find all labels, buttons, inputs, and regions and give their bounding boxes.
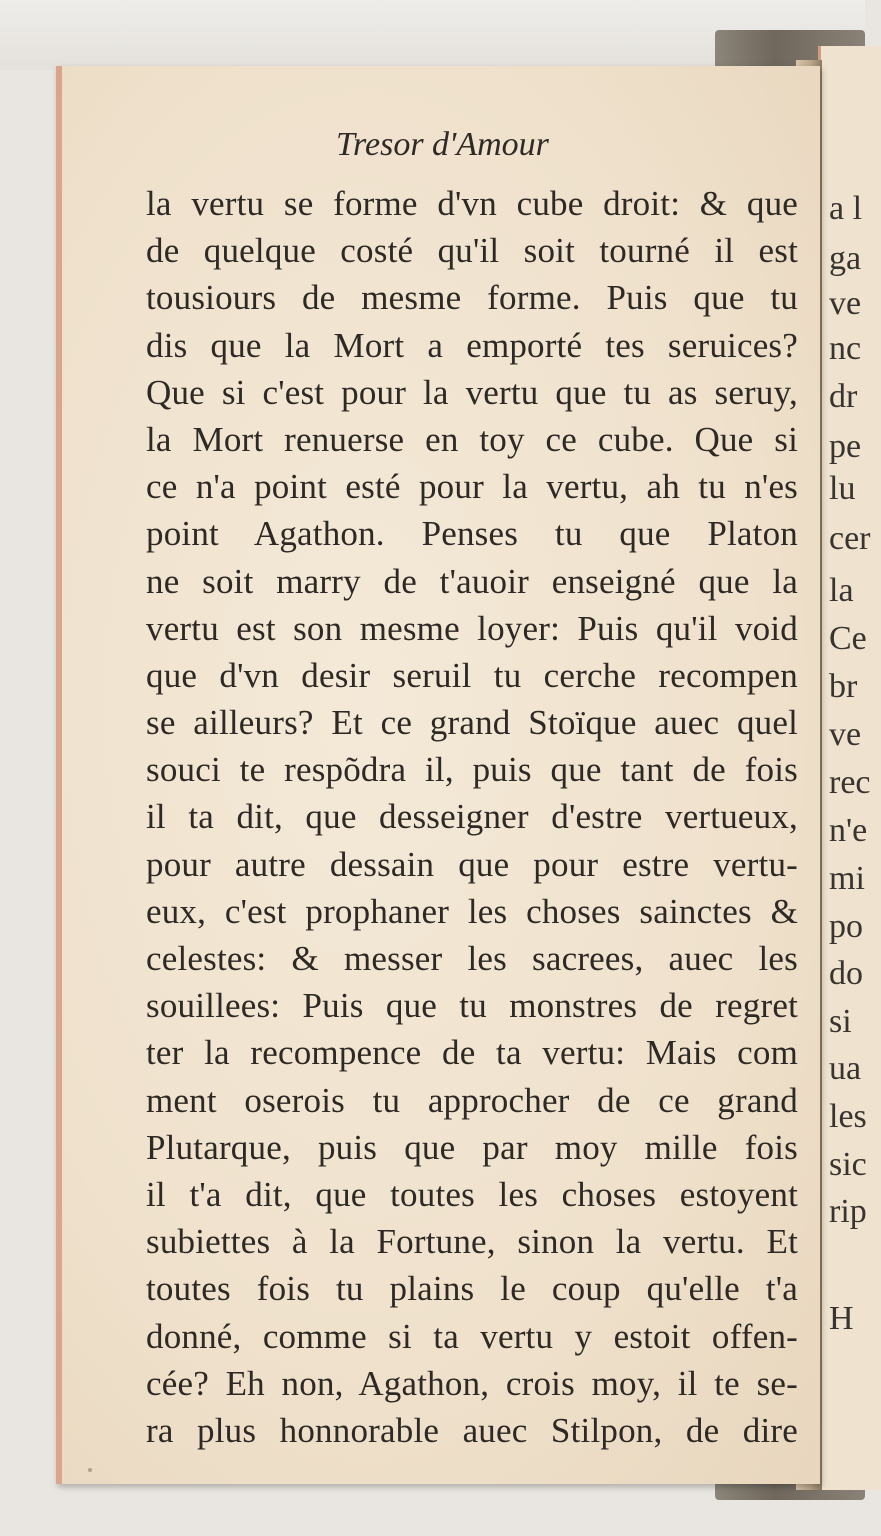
facing-page-fragment: pe — [829, 428, 862, 465]
text-line: ment oserois tu approcher de ce grand — [146, 1080, 798, 1120]
text-line: Que si c'est pour la vertu que tu as seruy, — [146, 372, 798, 412]
text-line: dis que la Mort a emporté tes seruices? — [146, 325, 798, 365]
text-line: ce n'a point esté pour la vertu, ah tu n'es — [146, 467, 798, 507]
facing-page-fragment: ua — [829, 1050, 862, 1087]
facing-page-fragment: lu — [829, 470, 856, 507]
text-line: vertu est son mesme loyer: Puis qu'il void — [146, 608, 798, 648]
facing-page-fragment: ve — [829, 716, 862, 753]
facing-page-fragment: si — [829, 1003, 852, 1040]
facing-page — [818, 46, 881, 1490]
facing-page-fragment: po — [829, 908, 863, 945]
text-line: souillees: Puis que tu monstres de regret — [146, 986, 798, 1026]
facing-page-fragment: rec — [829, 764, 871, 801]
text-line: eux, c'est prophaner les choses sainctes & — [146, 891, 798, 931]
running-head: Tresor d'Amour — [336, 126, 549, 163]
facing-page-fragment: mi — [829, 860, 865, 897]
facing-page-fragment: do — [829, 955, 863, 992]
text-line: subiettes à la Fortune, sinon la vertu. Et — [146, 1222, 798, 1262]
facing-page-fragment: la — [829, 572, 854, 609]
facing-page-fragment: Ce — [829, 620, 867, 657]
facing-page-fragment: br — [829, 668, 858, 705]
text-line: point Agathon. Penses tu que Platon — [146, 514, 798, 554]
facing-page-fragment: ve — [829, 285, 862, 322]
facing-page-fragment: ga — [829, 240, 862, 277]
facing-page-fragment: sic — [829, 1146, 867, 1183]
text-line: ne soit marry de t'auoir enseigné que la — [146, 561, 798, 601]
text-line: souci te respõdra il, puis que tant de fois — [146, 750, 798, 790]
facing-page-fragment: n'e — [829, 812, 868, 849]
text-line: la Mort renuerse en toy ce cube. Que si — [146, 419, 798, 459]
text-line: que d'vn desir seruil tu cerche recompen — [146, 655, 798, 695]
facing-page-fragment: cer — [829, 520, 871, 557]
text-line: celestes: & messer les sacrees, auec les — [146, 939, 798, 978]
text-line: la vertu se forme d'vn cube droit: & que — [146, 184, 798, 223]
text-line: ter la recompence de ta vertu: Mais com — [146, 1033, 798, 1073]
text-line: cée? Eh non, Agathon, crois moy, il te se- — [146, 1363, 798, 1403]
text-line: il ta dit, que desseigner d'estre vertueux, — [146, 797, 798, 837]
text-line: de quelque costé qu'il soit tourné il est — [146, 231, 798, 271]
text-line: pour autre dessain que pour estre vertu- — [146, 844, 798, 884]
text-line: il t'a dit, que toutes les choses estoyent — [146, 1174, 798, 1214]
facing-page-fragment: nc — [829, 330, 862, 367]
facing-page-fragment: dr — [829, 378, 858, 415]
facing-page-fragment: H — [829, 1300, 854, 1337]
facing-page-fragment: a l — [829, 190, 863, 227]
text-line: se ailleurs? Et ce grand Stoïque auec quel — [146, 703, 798, 743]
text-line: tousiours de mesme forme. Puis que tu — [146, 278, 798, 318]
text-line: donné, comme si ta vertu y estoit offen- — [146, 1316, 798, 1356]
page-speck — [88, 1468, 92, 1472]
text-line: ra plus honnorable auec Stilpon, de dire — [146, 1410, 798, 1450]
facing-page-fragment: rip — [829, 1193, 867, 1230]
text-line: toutes fois tu plains le coup qu'elle t'a — [146, 1269, 798, 1309]
text-line: Plutarque, puis que par moy mille fois — [146, 1127, 798, 1167]
page-body-text — [146, 180, 798, 1454]
facing-page-fragment: les — [829, 1098, 867, 1135]
